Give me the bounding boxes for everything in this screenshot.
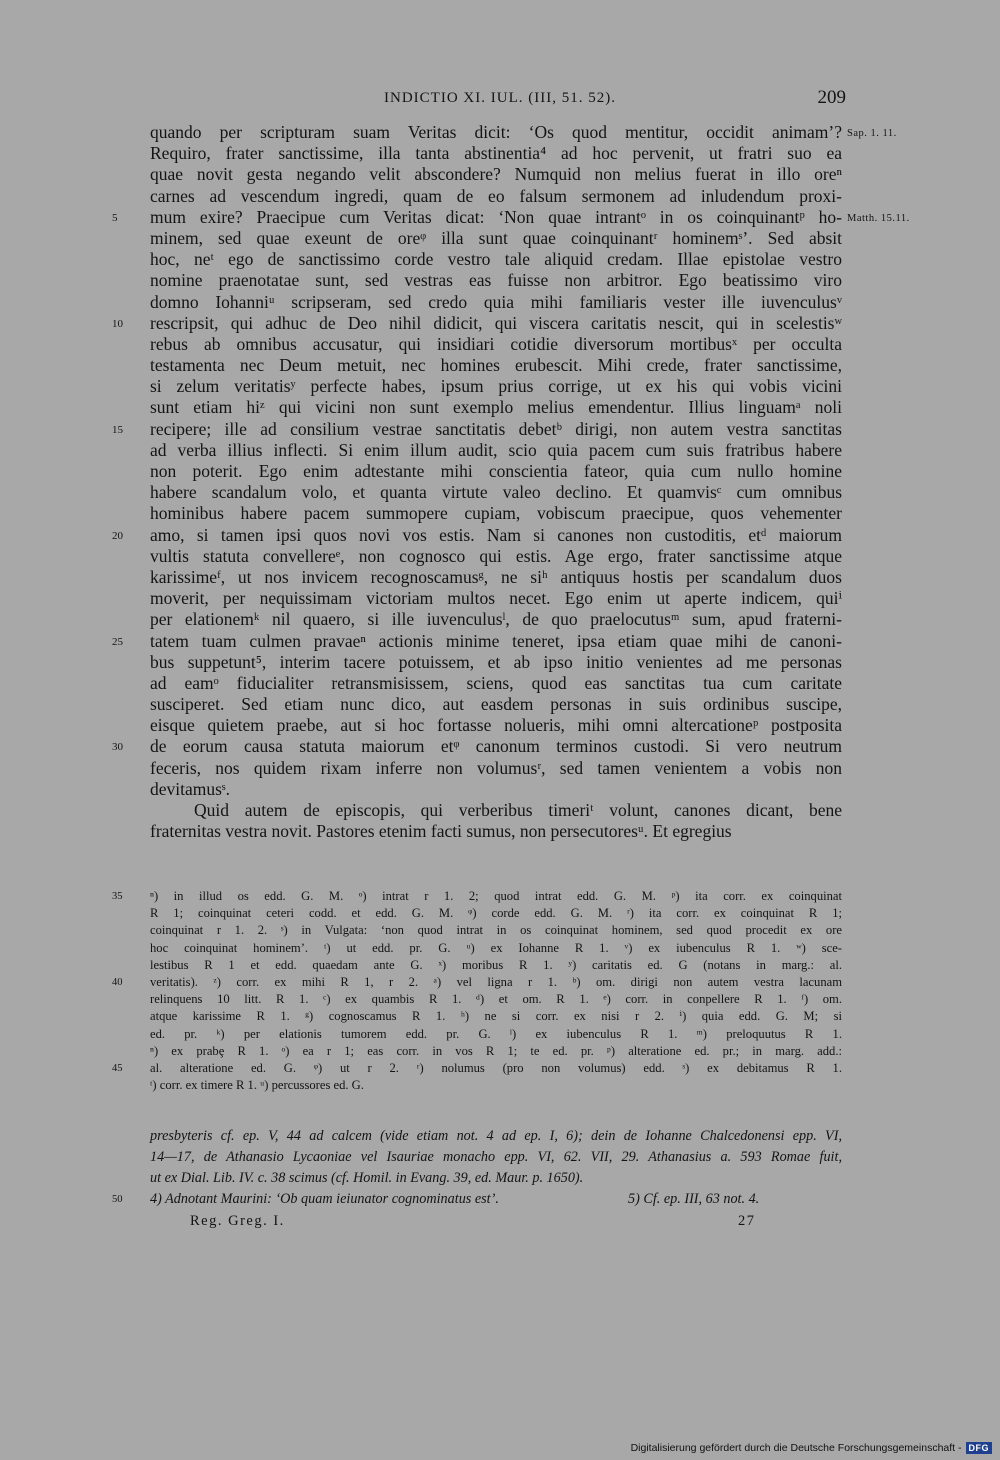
- line-number: 5: [112, 211, 118, 224]
- note-5: 5) Cf. ep. III, 63 not. 4.: [628, 1191, 760, 1207]
- text-line: [150, 249, 842, 270]
- dfg-logo: DFG: [966, 1442, 993, 1454]
- apparatus-line: [150, 1008, 842, 1025]
- line-text: hoc, neᵗ ego de sanctissimo corde vestro tale aliquid credam. Illae epistolae vestro: [150, 249, 842, 270]
- line-text: ad eamᵒ fiducialiter retransmisissem, sciens, quod eas sanctitas tua cum caritate: [150, 672, 842, 693]
- text-line: [150, 588, 842, 609]
- text-line: [150, 673, 842, 694]
- margin-reference: Matth. 15.11.: [847, 212, 910, 224]
- text-line: [150, 779, 842, 800]
- line-text: karissimeᶠ, ut nos invicem recognoscamusᵍ, ne siʰ antiquus hostis per scandalum duos: [150, 566, 842, 587]
- apparatus-text: ed. pr. ᵏ) per elationis tumorem edd. pr. G. ˡ) ex iubenculus R 1. ᵐ) preloquutus R 1.: [150, 1026, 842, 1041]
- text-line: [150, 546, 842, 567]
- text-line: [150, 122, 897, 143]
- apparatus-text: lestibus R 1 et edd. quaedam ante G. ˣ) moribus R 1. ʸ) caritatis ed. G (notans in marg.: al.: [150, 957, 842, 972]
- text-line: [150, 355, 842, 376]
- line-text: eisque quietem praebe, aut si hoc fortasse nolueris, mihi omni altercationeᵖ postposita: [150, 715, 842, 736]
- apparatus-line: [112, 1060, 842, 1077]
- line-text: habere scandalum volo, et quanta virtute valeo declino. Et quamvisᶜ cum omnibus: [150, 482, 842, 503]
- apparatus-text: veritatis). ᶻ) corr. ex mihi R 1, r 2. ᵃ) vel ligna r 1. ᵇ) om. dirigi non autem vestra lacunam: [150, 974, 842, 989]
- text-line: [150, 482, 842, 503]
- line-text: quando per scripturam suam Veritas dicit: ‘Os quod mentitur, occidit animam’?: [150, 122, 842, 142]
- apparatus-text: coinquinat r 1. 2. ˢ) in Vulgata: ‘non quod intrat in os coinquinat hominem, sed quod procedit ex ore: [150, 923, 842, 938]
- sheet-signature: Reg. Greg. I.: [190, 1213, 285, 1229]
- text-line: [150, 694, 842, 715]
- text-line: [150, 800, 842, 821]
- text-line: [150, 758, 842, 779]
- text-line: [150, 567, 842, 588]
- apparatus-line: [150, 1077, 842, 1094]
- line-text: vultis statuta convellereᵉ, non cognosco qui estis. Age ergo, frater sanctissime atque: [150, 545, 842, 566]
- sheet-number: 27: [738, 1213, 756, 1229]
- line-text: non poterit. Ego enim adtestante mihi conscientia fateor, quia cum nullo homine: [150, 461, 842, 481]
- apparatus-line: [112, 974, 842, 991]
- note-line: [150, 1147, 842, 1168]
- text-line: [112, 736, 842, 757]
- line-text: quae novit gesta negando velit abscondere? Numquid non melius fuerat in illo oreⁿ: [150, 164, 842, 185]
- line-number: 50: [112, 1194, 123, 1205]
- line-text: si zelum veritatisʸ perfecte habes, ipsum prius corrige, ut ex his qui vobis vicini: [150, 376, 842, 397]
- text-line: [150, 228, 842, 249]
- running-title: INDICTIO XI. IUL. (III, 51. 52).: [384, 90, 616, 106]
- note-text: ut ex Dial. Lib. IV. c. 38 scimus (cf. Homil. in Evang. 39, ed. Maur. p. 1650).: [150, 1170, 584, 1186]
- sheet-signature-line: [190, 1213, 850, 1235]
- line-text: testamenta nec Deum metuit, nec homines erubescit. Mihi crede, frater sanctissime,: [150, 355, 842, 376]
- note-line: [150, 1126, 842, 1147]
- line-number: 10: [112, 317, 123, 330]
- line-number: 15: [112, 423, 123, 436]
- line-number: 30: [112, 741, 123, 754]
- line-text: per elationemᵏ nil quaero, si ille iuvenculusˡ, de quo praelocutusᵐ sum, apud fraterni-: [150, 609, 842, 630]
- apparatus-text: atque karissime R 1. ᵍ) cognoscamus R 1. ʰ) ne si corr. ex nisi r 2. ⁱ) quia edd. G. M; si: [150, 1009, 842, 1024]
- apparatus-text: relinquens 10 litt. R 1. ᶜ) ex quambis R 1. ᵈ) et om. R 1. ᵉ) corr. in conpellere R 1. ᶠ) om.: [150, 992, 842, 1007]
- line-text: devitamusˢ.: [150, 778, 231, 799]
- text-line: [112, 418, 842, 440]
- apparatus-text: ᵗ) corr. ex timere R 1. ᵘ) percussores ed. G.: [150, 1078, 364, 1093]
- text-line: [150, 292, 842, 313]
- apparatus-text: ⁿ) ex prabȩ R 1. ᵒ) ea r 1; eas corr. in vos R 1; te ed. pr. ᵖ) alteratione ed. pr.; in marg. add.:: [150, 1043, 842, 1058]
- text-line: [150, 270, 842, 291]
- apparatus-line: [150, 940, 842, 957]
- note-text: presbyteris cf. ep. V, 44 ad calcem (vide etiam not. 4 ad ep. I, 6); dein de Iohanne Chalcedonensi epp. VI,: [150, 1128, 842, 1144]
- text-line: [112, 312, 842, 334]
- apparatus-text: R 1; coinquinat ceteri codd. et edd. G. M. ᵠ) corde edd. G. M. ʳ) ita corr. ex coinquinat R 1;: [150, 906, 842, 921]
- line-text: minem, sed quae exeunt de oreᵠ illa sunt quae coinquinantʳ hominemˢ’. Sed absit: [150, 227, 842, 248]
- line-text: Requiro, frater sanctissime, illa tanta abstinentia⁴ ad hoc pervenit, ut fratri suo ea: [150, 143, 842, 164]
- text-line: [112, 524, 842, 546]
- line-number: 40: [112, 976, 123, 988]
- digitization-credit: [631, 1440, 992, 1456]
- line-text: mum exire? Praecipue cum Veritas dicat: ‘Non quae intrantᵒ in os coinquinantᵖ ho-: [150, 206, 842, 227]
- text-line: [150, 164, 842, 185]
- line-text: rebus ab omnibus accusatur, qui insidiari cotidie diversorum mortibusˣ per occulta: [150, 333, 842, 354]
- page-header: [150, 87, 850, 114]
- apparatus-line: [150, 1043, 842, 1060]
- page-number: 209: [817, 87, 846, 108]
- note-line-split: [112, 1189, 842, 1210]
- line-text: ad verba illius inflecti. Si enim illum audit, scio quia pacem cum suis fratribus habere: [150, 439, 842, 460]
- line-text: de eorum causa statuta maiorum etᵠ canonum terminos custodi. Si vero neutrum: [150, 736, 842, 757]
- note-line: [150, 1168, 842, 1189]
- line-text: tatem tuam culmen pravaeⁿ actionis minime teneret, ipsa etiam quae mihi de canoni-: [150, 630, 842, 651]
- apparatus-line: [150, 1026, 842, 1043]
- credit-text: Digitalisierung gefördert durch die Deutsche Forschungsgemeinschaft -: [630, 1442, 962, 1454]
- text-line: [150, 334, 842, 355]
- critical-apparatus: [112, 888, 842, 1094]
- apparatus-text: hoc coinquinat hominem’. ᵗ) ut edd. pr. G. ᵘ) ex Iohanne R 1. ᵛ) ex iubenculus R 1. ʷ) sce-: [150, 940, 842, 955]
- line-text: nomine praenotatae sunt, sed vestras eas fuisse non arbitror. Ego beatissimo viro: [150, 270, 842, 291]
- text-line: [150, 652, 842, 673]
- line-text: feceris, nos quidem rixam inferre non volumusʳ, sed tamen venientem a vobis non: [150, 757, 842, 778]
- line-text: Quid autem de episcopis, qui verberibus timeriᵗ volunt, canones dicant, bene: [194, 800, 842, 820]
- line-number: 25: [112, 635, 123, 648]
- line-text: carnes ad vescendum ingredi, quam de eo falsum sermonem ad inludendum proxi-: [150, 185, 842, 206]
- text-line: [112, 206, 910, 228]
- line-text: fraternitas vestra novit. Pastores etenim facti sumus, non persecutoresᵘ. Et egregius: [150, 821, 732, 842]
- text-line: [150, 186, 842, 207]
- apparatus-text: al. alteratione ed. G. ᵠ) ut r 2. ʳ) nolumus (pro non volumus) edd. ˢ) ex debitamus R 1.: [150, 1060, 842, 1075]
- text-line: [112, 630, 842, 652]
- text-line: [150, 503, 842, 524]
- line-text: moverit, per nequissimam victoriam multos necet. Ego enim ut aperte indicem, quiⁱ: [150, 588, 842, 609]
- line-text: susciperet. Sed etiam nunc dico, aut easdem personas in suis ordinibus suscipe,: [150, 694, 842, 715]
- apparatus-text: ⁿ) in illud os edd. G. M. ᵒ) intrat r 1. 2; quod intrat edd. G. M. ᵖ) ita corr. ex coinquinat: [150, 889, 842, 903]
- apparatus-line: [150, 922, 842, 939]
- line-text: bus suppetunt⁵, interim tacere potuissem, et ab ipso initio venientes ad me personas: [150, 651, 842, 672]
- apparatus-line: [112, 888, 842, 905]
- text-line: [150, 821, 842, 842]
- line-text: hominibus habere pacem summopere cupiam, vobiscum praecipue, quos vehementer: [150, 503, 842, 524]
- line-text: sunt etiam hiᶻ qui vicini non sunt exemplo melius emendentur. Illius linguamᵃ noli: [150, 397, 842, 418]
- margin-reference: Sap. 1. 11.: [847, 128, 897, 139]
- text-line: [150, 609, 842, 630]
- note-4: 4) Adnotant Maurini: ‘Ob quam ieiunator cognominatus est’.: [150, 1191, 499, 1207]
- line-number: 20: [112, 529, 123, 542]
- text-line: [150, 715, 842, 736]
- apparatus-line: [150, 957, 842, 974]
- commentary-notes: [112, 1126, 842, 1210]
- main-text: [112, 122, 910, 842]
- line-text: recipere; ille ad consilium vestrae sanctitatis debetᵇ dirigi, non autem vestra sanctitas: [150, 418, 842, 439]
- line-text: rescripsit, qui adhuc de Deo nihil didicit, qui viscera caritatis nescit, qui in scelestisʷ: [150, 312, 842, 333]
- line-number: 45: [112, 1062, 123, 1074]
- line-text: domno Iohanniᵘ scripseram, sed credo quia mihi familiaris vester ille iuvenculusᵛ: [150, 291, 842, 312]
- apparatus-line: [150, 991, 842, 1008]
- line-number: 35: [112, 891, 123, 902]
- apparatus-line: [150, 905, 842, 922]
- text-line: [150, 440, 842, 461]
- text-line: [150, 143, 842, 164]
- line-text: amo, si tamen ipsi quos novi vos estis. Nam si canones non custoditis, etᵈ maiorum: [150, 524, 842, 545]
- text-line: [150, 397, 842, 418]
- text-line: [150, 461, 842, 482]
- note-text: 14—17, de Athanasio Lycaoniae vel Isauriae monacho epp. VI, 62. VII, 29. Athanasius a. 593 Romae fuit,: [150, 1149, 842, 1165]
- text-line: [150, 376, 842, 397]
